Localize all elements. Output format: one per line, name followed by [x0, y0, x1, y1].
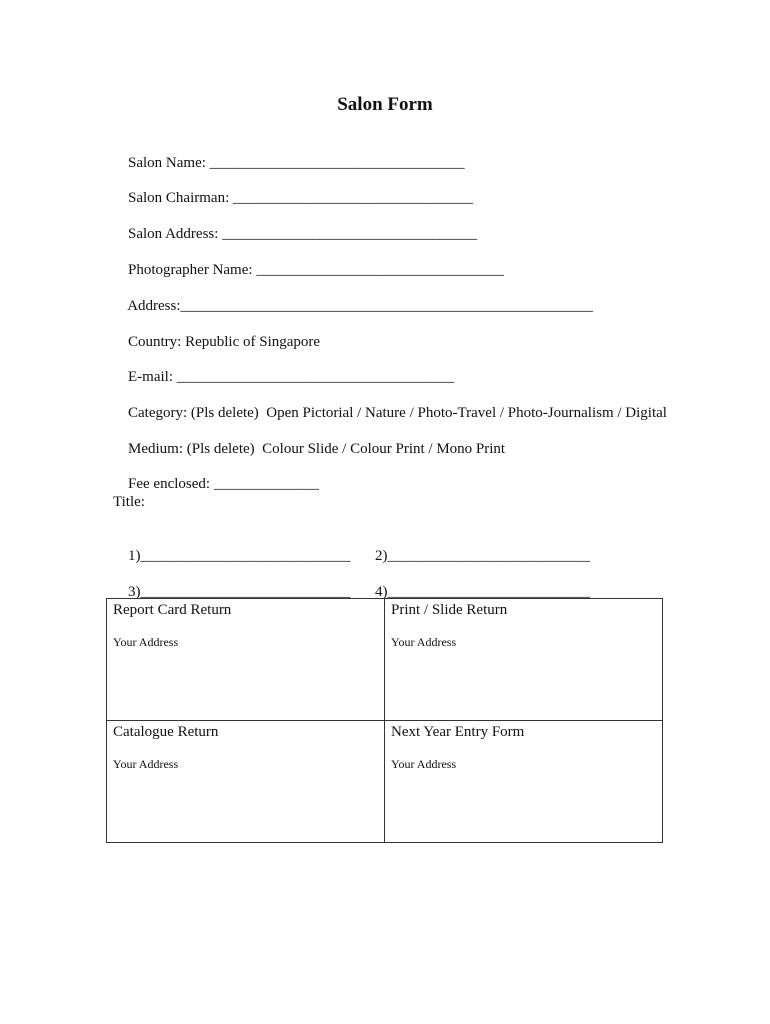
salon-address-field[interactable]: __________________________________: [222, 226, 478, 242]
cell-heading: Catalogue Return: [113, 724, 219, 740]
title-field[interactable]: ____________________________: [140, 584, 351, 600]
salon-name-field[interactable]: __________________________________: [209, 155, 465, 171]
report-card-return-cell[interactable]: [107, 599, 385, 721]
salon-address-label: Salon Address:: [128, 226, 223, 242]
title-number: 1): [128, 548, 141, 564]
title-number: 2): [375, 548, 388, 564]
medium-label: Medium: (Pls delete): [128, 441, 263, 457]
title-number: 4): [375, 584, 388, 600]
fee-field[interactable]: ______________: [213, 476, 319, 492]
return-address-table: [106, 598, 663, 843]
fee-label: Fee enclosed:: [128, 476, 214, 492]
country-label: Country:: [128, 334, 186, 350]
title-field[interactable]: ___________________________: [387, 584, 590, 600]
category-label: Category: (Pls delete): [128, 405, 267, 421]
photographer-name-field[interactable]: _________________________________: [256, 262, 504, 278]
next-year-entry-form-cell[interactable]: [385, 721, 662, 842]
cell-address-label: Your Address: [391, 635, 457, 649]
cell-heading: Print / Slide Return: [391, 602, 508, 618]
country-value: Republic of Singapore: [185, 334, 321, 350]
cell-address-label: Your Address: [391, 757, 457, 771]
title-label: Title:: [113, 494, 145, 510]
category-options: Open Pictorial / Nature / Photo-Travel / Photo-Journalism / Digital: [266, 405, 667, 421]
salon-chairman-field[interactable]: ________________________________: [233, 190, 473, 206]
cell-address-label: Your Address: [113, 635, 179, 649]
salon-name-label: Salon Name:: [128, 155, 210, 171]
cell-heading: Next Year Entry Form: [391, 724, 525, 740]
email-label: E-mail:: [128, 369, 177, 385]
form-title: Salon Form: [337, 94, 433, 115]
catalogue-return-cell[interactable]: [107, 721, 385, 842]
address-label: Address:: [127, 298, 181, 314]
title-field[interactable]: ____________________________: [140, 548, 351, 564]
medium-options: Colour Slide / Colour Print / Mono Print: [262, 441, 506, 457]
address-field[interactable]: _______________________________________________________: [180, 298, 594, 314]
cell-heading: Report Card Return: [113, 602, 232, 618]
photographer-name-label: Photographer Name:: [128, 262, 257, 278]
email-field[interactable]: _____________________________________: [176, 369, 455, 385]
salon-chairman-label: Salon Chairman:: [128, 190, 233, 206]
title-field[interactable]: ___________________________: [387, 548, 590, 564]
title-number: 3): [128, 584, 141, 600]
print-slide-return-cell[interactable]: [385, 599, 662, 721]
cell-address-label: Your Address: [113, 757, 179, 771]
